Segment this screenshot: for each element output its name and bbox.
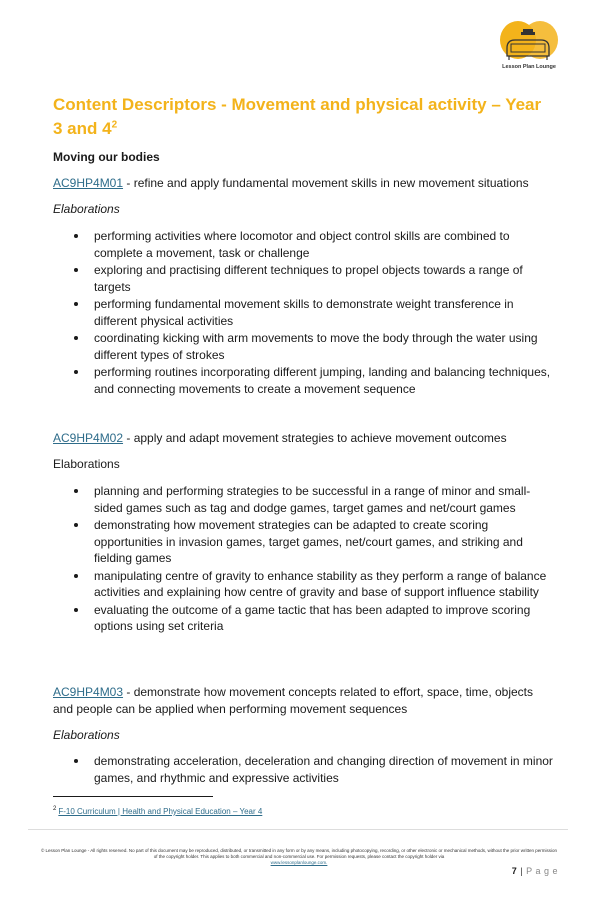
list-item: performing routines incorporating different jumping, landing and balancing techniques, and connecting movements to create a movement sequence <box>53 364 553 397</box>
footnote: $^2$ F-10 Curriculum | Health and Physical Education – Year 4 <box>53 806 263 816</box>
elaborations-list <box>53 228 553 398</box>
footnote-link[interactable]: F-10 Curriculum | Health and Physical Education – Year 4 <box>58 806 263 816</box>
content-descriptor-1: AC9HP4M01 - refine and apply fundamental movement skills in new movement situations <box>53 176 529 190</box>
elaborations-label: Elaborations <box>53 728 120 742</box>
page-number: 7 | P a g e <box>511 866 558 876</box>
list-item: evaluating the outcome of a game tactic that has been adapted to improve scoring options using set criteria <box>53 602 553 635</box>
elaborations-label: Elaborations <box>53 202 120 216</box>
descriptor-code-link[interactable]: AC9HP4M02 <box>53 431 124 445</box>
list-item: demonstrating how movement strategies can be adapted to create scoring opportunities in invasion games, target games, net/court games, and striking and fielding games <box>53 517 553 567</box>
list-item: coordinating kicking with arm movements to move the body through the water using different types of strokes <box>53 330 553 363</box>
list-item: exploring and practising different techniques to propel objects towards a range of targets <box>53 262 553 295</box>
logo-text: Lesson Plan Lounge <box>502 64 556 70</box>
section-subheading: Moving our bodies <box>53 150 160 164</box>
title-footnote-ref[interactable]: 2 <box>111 119 118 131</box>
page-title: Content Descriptors - Movement and physical activity – Year 3 and $4^2$ <box>53 95 542 138</box>
elaborations-list <box>53 483 553 636</box>
content-descriptor-2: AC9HP4M02 - apply and adapt movement strategies to achieve movement outcomes <box>53 431 507 445</box>
footer-divider <box>28 829 568 830</box>
descriptor-code-link[interactable]: AC9HP4M01 <box>53 176 124 190</box>
elaborations-list <box>53 753 553 787</box>
list-item: planning and performing strategies to be successful in a range of minor and small-sided games such as tag and dodge games, target games and net/court games <box>53 483 553 516</box>
list-item: manipulating centre of gravity to enhance stability as they perform a range of balance activities and explaining how centre of gravity and base of support influence stability <box>53 568 553 601</box>
website-link[interactable]: www.lessonplanlounge.com. <box>270 860 328 865</box>
copyright-notice: © Lesson Plan Lounge - All rights reserved. No part of this document may be reproduced, distributed, or transmitted in any form or by any means, including photocopying, recording, or other electronic or mechanical methods, without the prior written permission of the copyright holder. This applies to both commercial and non-commercial use. For permission requests, please contact the copyright holder via www.lessonplanlounge.com. <box>40 848 558 865</box>
list-item: performing activities where locomotor and object control skills are combined to complete a movement, task or challenge <box>53 228 553 261</box>
footnote-divider <box>53 796 213 797</box>
descriptor-code-link[interactable]: AC9HP4M03 <box>53 685 124 699</box>
elaborations-label: Elaborations <box>53 457 120 471</box>
content-descriptor-3: AC9HP4M03 - demonstrate how movement concepts related to effort, space, time, objects and people can be applied when performing movement sequences <box>53 685 534 716</box>
list-item: performing fundamental movement skills to demonstrate weight transference in different physical activities <box>53 296 553 329</box>
list-item: demonstrating acceleration, deceleration and changing direction of movement in minor games, and rhythmic and expressive activities <box>53 753 553 786</box>
